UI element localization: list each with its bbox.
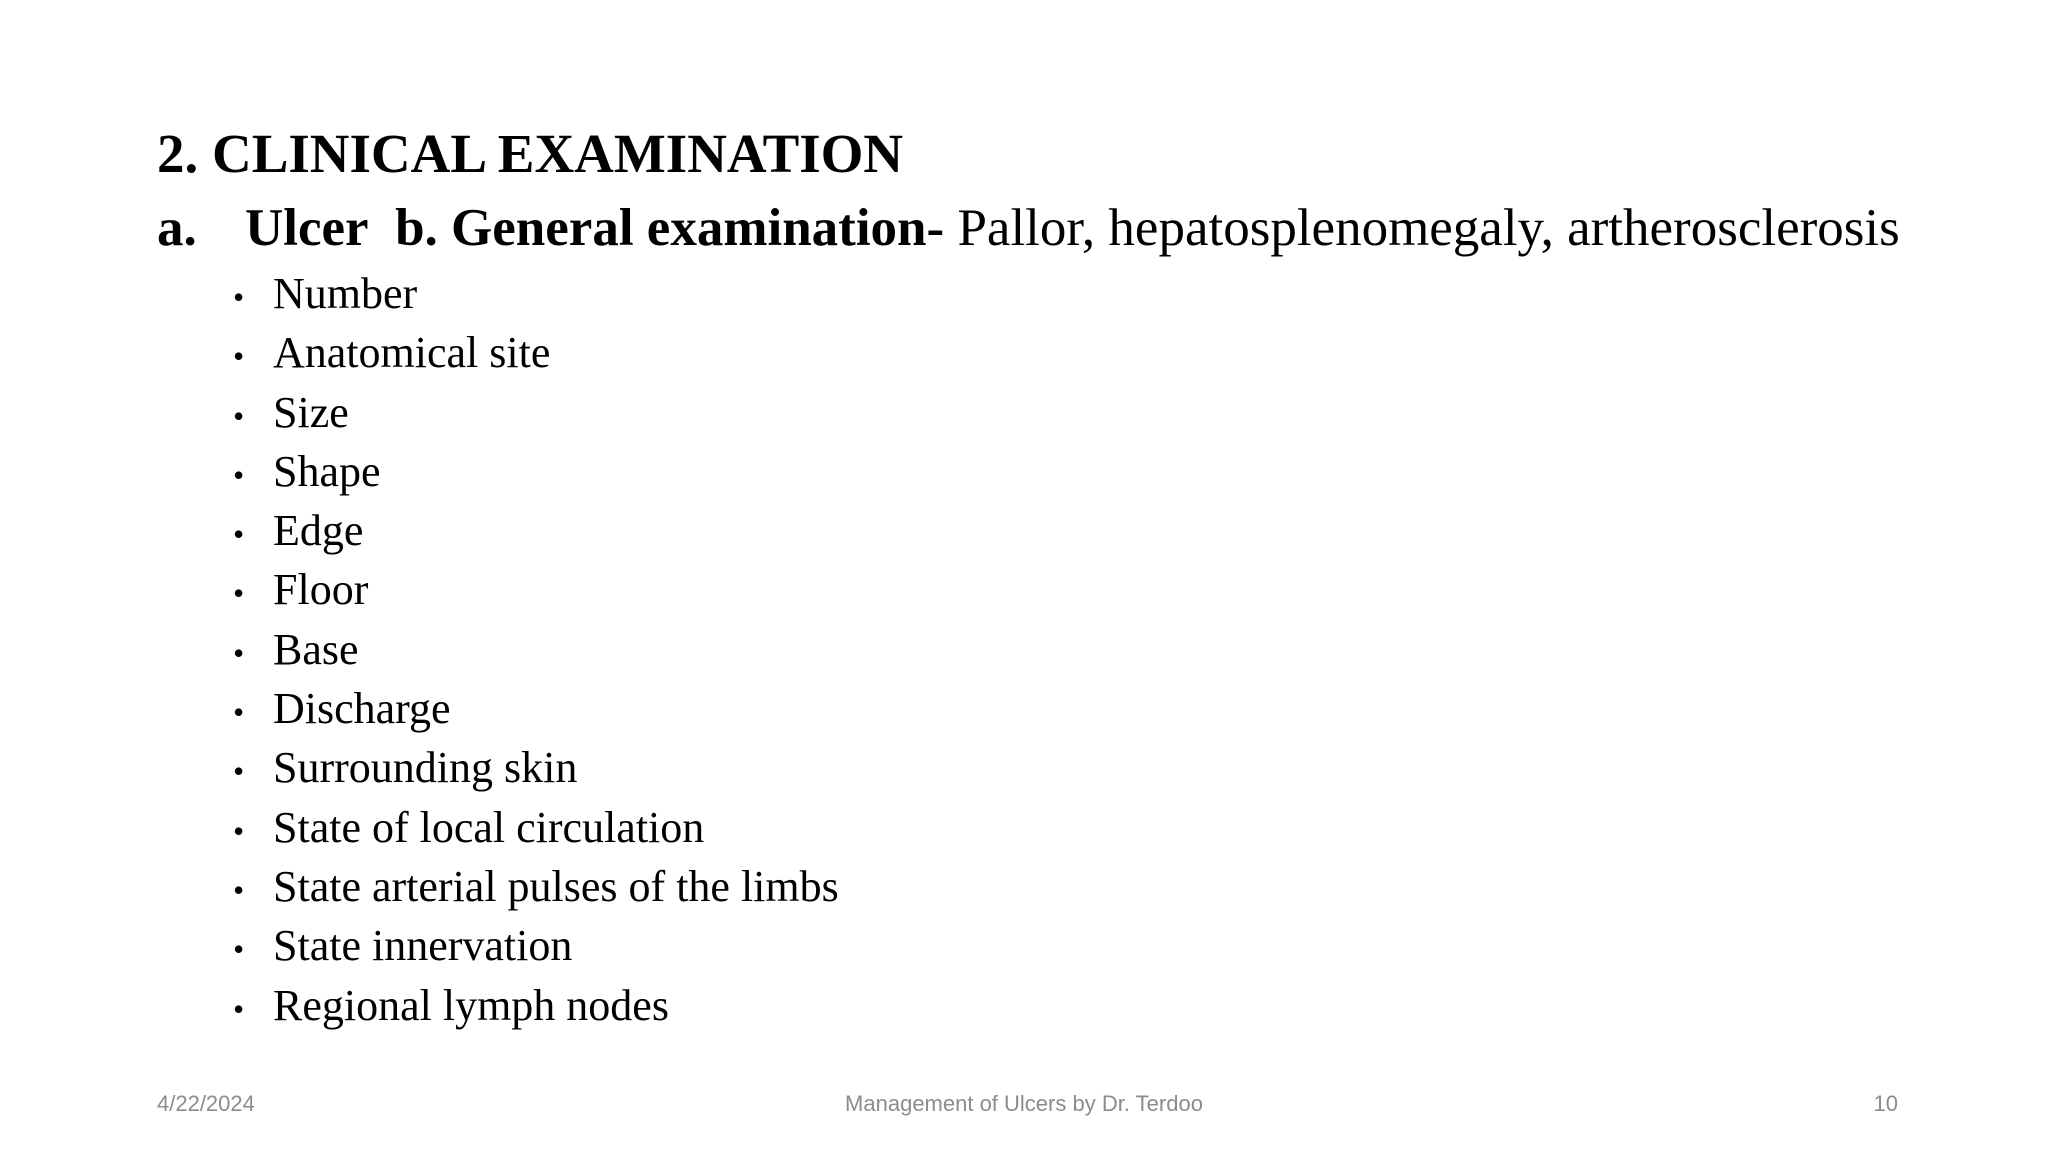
bullet-icon: •: [233, 812, 245, 849]
list-item-text: Size: [273, 387, 349, 437]
bullet-icon: •: [233, 990, 245, 1027]
list-item-text: State of local circulation: [273, 802, 705, 852]
list-item-text: Base: [273, 624, 359, 674]
bullet-icon: •: [233, 871, 245, 908]
bullet-icon: •: [233, 338, 245, 375]
bullet-icon: •: [233, 456, 245, 493]
page-number: 10: [1873, 1091, 1898, 1116]
list-item-text: State innervation: [273, 921, 573, 971]
footer-title: Management of Ulcers by Dr. Terdoo: [845, 1091, 1203, 1116]
general-exam-label: b. General examination-: [395, 199, 945, 257]
bullet-icon: •: [233, 634, 245, 671]
list-item: [233, 266, 839, 325]
list-item-text: Floor: [273, 565, 369, 615]
list-item-text: Shape: [273, 446, 381, 496]
bullet-icon: •: [233, 516, 245, 553]
list-item: [233, 800, 839, 859]
exam-subline: [157, 198, 1900, 259]
list-item: [233, 740, 839, 799]
bullet-icon: •: [233, 931, 245, 968]
footer-date: 4/22/2024: [157, 1091, 255, 1116]
list-item: [233, 444, 839, 503]
ulcer-exam-list: [233, 266, 839, 1037]
list-item-text: Discharge: [273, 684, 451, 734]
list-item-text: State arterial pulses of the limbs: [273, 861, 839, 911]
general-exam-text: Pallor, hepatosplenomegaly, artherosclerosis: [944, 199, 1900, 257]
bullet-icon: •: [233, 694, 245, 731]
list-item: [233, 325, 839, 384]
bullet-icon: •: [233, 575, 245, 612]
list-item: [233, 562, 839, 621]
list-item: [233, 918, 839, 977]
list-item-text: Edge: [273, 506, 364, 556]
list-item: [233, 385, 839, 444]
list-item-text: Number: [273, 269, 418, 318]
list-item-text: Anatomical site: [273, 328, 551, 378]
list-item: [233, 978, 839, 1037]
list-item: [233, 503, 839, 562]
list-item-text: Regional lymph nodes: [273, 980, 669, 1030]
subline-marker: a.: [157, 199, 197, 257]
list-item: [233, 681, 839, 740]
bullet-icon: •: [233, 279, 245, 315]
bullet-icon: •: [233, 397, 245, 434]
slide-title: 2. CLINICAL EXAMINATION: [157, 123, 904, 184]
list-item: [233, 622, 839, 681]
ulcer-label: Ulcer: [245, 199, 369, 257]
list-item-text: Surrounding skin: [273, 743, 578, 793]
bullet-icon: •: [233, 753, 245, 790]
list-item: [233, 859, 839, 918]
